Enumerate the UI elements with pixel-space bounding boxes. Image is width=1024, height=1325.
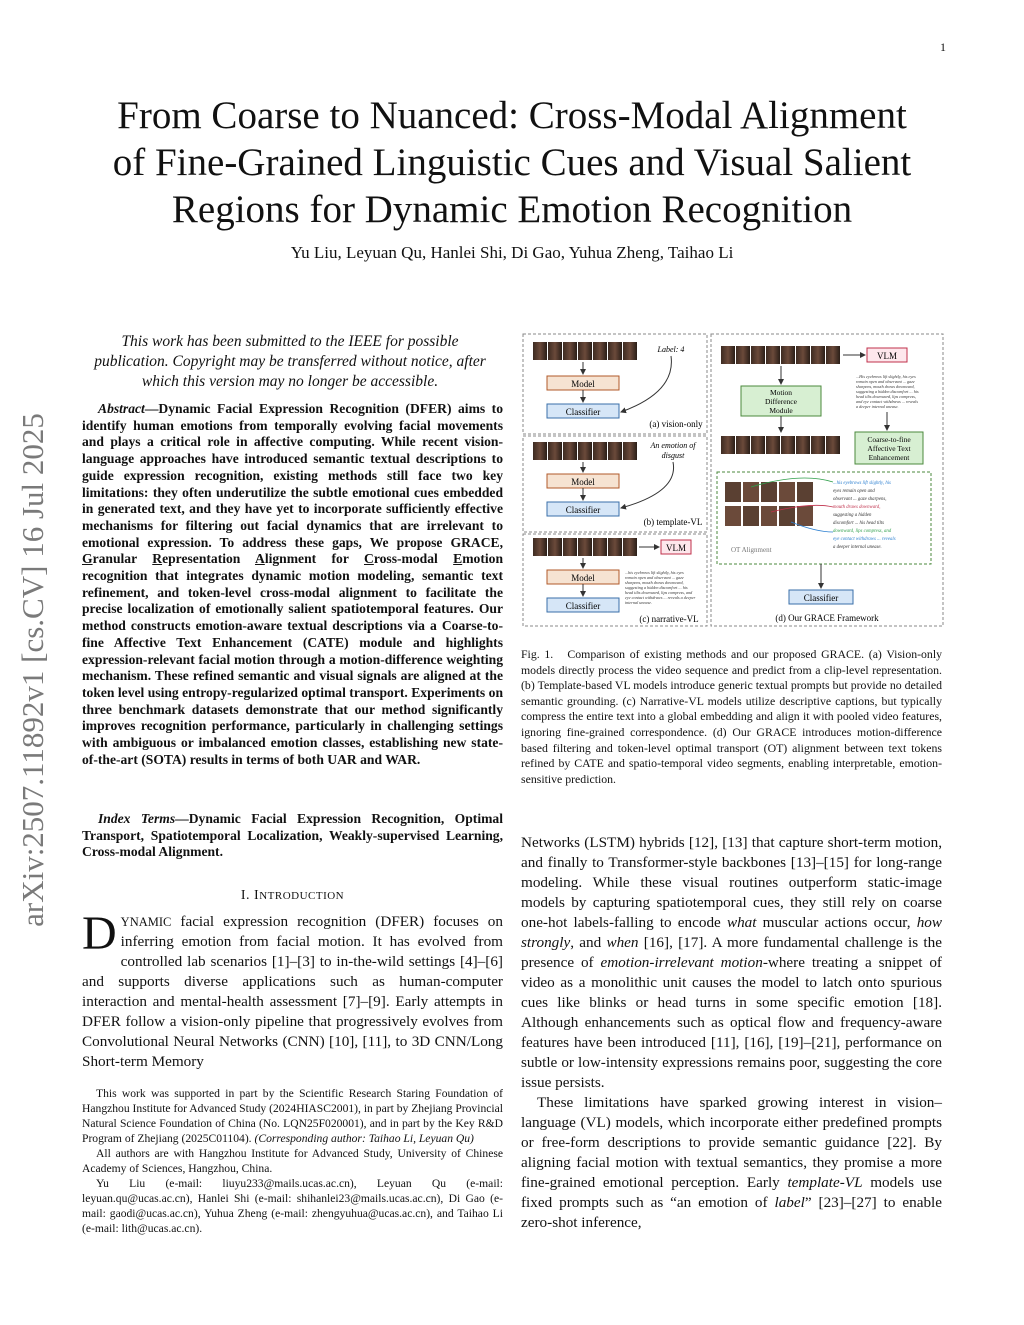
figure-1-diagram: [521, 332, 946, 628]
svg-text:sharpens, mouth draws downward: sharpens, mouth draws downward,: [625, 580, 684, 585]
enhanced-text-d: [833, 481, 896, 550]
model-label-a: Model: [571, 379, 595, 389]
video-frames-a: [533, 342, 637, 360]
vlm-label-c: VLM: [666, 543, 686, 553]
right-column-text: [521, 833, 942, 1233]
index-terms-label: Index Terms: [98, 811, 176, 826]
svg-text:...his eyebrows lift slightly,: ...his eyebrows lift slightly, his: [833, 481, 891, 486]
narrative-text-c: [625, 570, 696, 605]
abstract-label: Abstract: [98, 401, 145, 416]
disgust-text: disgust: [661, 451, 685, 460]
video-frames-d-top: [721, 346, 840, 364]
title-line-1: From Coarse to Nuanced: Cross-Modal Alignment: [117, 94, 907, 137]
title-line-3: Regions for Dynamic Emotion Recognition: [171, 188, 853, 231]
page-number: 1: [940, 40, 946, 54]
svg-text:suggesting a hidden: suggesting a hidden: [833, 513, 872, 518]
svg-text:...his eyebrows lift slightly,: ...his eyebrows lift slightly, his eyes: [625, 570, 684, 575]
svg-text:downward, lips compress, and: downward, lips compress, and: [833, 529, 892, 534]
footnote-affiliation: All authors are with Hangzhou Institute for Advanced Study, University of Chinese Academy of Sciences, Hangzhou, China.: [82, 1147, 503, 1175]
footnotes: [82, 1086, 503, 1236]
submission-note: This work has been submitted to the IEEE for possible publication. Copyright may be transferred without notice, after which this version may no longer be accessible.: [94, 333, 486, 390]
abstract: [82, 401, 503, 768]
footnote-emails: Yu Liu (e-mail: liuyu233@mails.ucas.ac.cn), Leyuan Qu (e-mail: leyuan.qu@ucas.ac.cn), Hanlei Shi (e-mail: shihanlei23@mails.ucas.ac.cn), Di Gao (e-mail: gaodi@ucas.ac.cn), Yuhua Zheng (e-mail: zhengyuhua@ucas.ac.cn), and Taihao Li (e-mail: lith@ucas.ac.cn).: [82, 1177, 503, 1235]
svg-text:observant ... gaze sharpens,: observant ... gaze sharpens,: [833, 497, 887, 502]
svg-text:and eye contact withdraws ...: and eye contact withdraws ... reveals: [856, 399, 918, 404]
svg-text:remain open and observant ...: remain open and observant ... gaze: [625, 575, 684, 580]
footnote-funding: This work was supported in part by the Scientific Research Staring Foundation of Hangzhou Institute for Advanced Study (2024HIASC2001), in part by Zhejiang Provincial Natural Science Foundation of China (No. LQN25F020001), and in part by the Key R&D Program of Zhejiang (2025C01104). (Corresponding author: Taihao Li, Leyuan Qu): [82, 1087, 503, 1145]
video-frames-c: [533, 538, 637, 556]
svg-text:suggesting a hidden discomfort: suggesting a hidden discomfort ... his: [856, 389, 919, 394]
index-terms-text: —Dynamic Facial Expression Recognition, Optimal Transport, Spatiotemporal Localization, Weakly-supervised Learning, Cross-modal Alignment.: [82, 811, 503, 860]
svg-text:discomfort ... his head tilts: discomfort ... his head tilts: [833, 521, 885, 526]
classifier-label-b: Classifier: [565, 505, 601, 515]
enhancement-label: Enhancement: [868, 453, 910, 462]
narrative-vl-caption: (c) narrative-VL: [639, 614, 699, 624]
svg-text:eye contact withdraws ... reve: eye contact withdraws ... reveals: [833, 537, 896, 542]
grace-framework-caption: (d) Our GRACE Framework: [775, 613, 879, 623]
vision-only-caption: (a) vision-only: [649, 419, 703, 429]
right-paragraph-2: These limitations have sparked growing interest in vision–language (VL) models, which incorporate either predefined prompts or free-form descriptions to provide semantic guidance [22]. By aligning facial motion with textual semantics, they promise a more fine-grained emotional perception. Early template-VL models use fixed prompts such as “an emotion of label” [23]–[27] to enable zero-shot inference,: [521, 1094, 943, 1231]
introduction-paragraph: DYNAMIC facial expression recognition (DFER) focuses on inferring emotion from facial motion. It has evolved from controlled lab scenarios [1]–[3] to in-the-wild settings [4]–[6] and supports diverse applications such as human-computer interaction and mental-health assessment [7]–[9]. Early attempts in DFER follow a vision-only pipeline that progressively evolves from Convolutional Neural Networks (CNN) [10], [11], to 3D CNN/Long Short-term Memory: [82, 907, 503, 1070]
author-list: Yu Liu, Leyuan Qu, Hanlei Shi, Di Gao, Yuhua Zheng, Taihao Li: [290, 243, 734, 262]
abstract-text-1: —Dynamic Facial Expression Recognition (DFER) aims to identify human emotions from temporally evolving facial movements and plays a critical role in affective computing. While recent vision-language approaches have introduced semantic textual descriptions to guide expression recognition, existing methods still face two key limitations: they often underutilize the subtle emotional cues embedded in generated text, and they have yet to incorporate sufficiently effective mechanisms for filtering out facial dynamics that are irrelevant to emotional expression. To address these gaps, We propose GRACE,: [82, 401, 503, 550]
coarse-to-fine-label: Coarse-to-fine: [867, 435, 911, 444]
classifier-label-a: Classifier: [565, 407, 601, 417]
emotion-of-text: An emotion of: [650, 441, 696, 450]
figure-1: [521, 332, 946, 628]
model-label-b: Model: [571, 477, 595, 487]
svg-text:head tilts downward, lips comp: head tilts downward, lips compress,: [856, 394, 916, 399]
arxiv-identifier: arXiv:2507.11892v1 [cs.CV] 16 Jul 2025: [15, 413, 51, 927]
ot-alignment-label: OT Alignment: [731, 546, 772, 554]
paper-title: [70, 92, 954, 233]
arxiv-sidebar: [8, 375, 58, 965]
abstract-text-2: that integrates dynamic motion modeling, semantic text refinement, and token-level cross-modal alignment to facilitate the precise localization of emotionally salient spatiotemporal features. Our method constructs emotion-aware textual descriptions via a Coarse-to-fine Affective Text Enhancement (CATE) module and highlights expression-relevant facial motion through a motion-difference weighting mechanism. These refined semantic and visual signals are aligned at the token level using entropy-regularized optimal transport. Experiments on three benchmark datasets demonstrate that our method significantly improves recognition performance, particularly in challenging settings with ambiguous or imbalanced emotion classes, establishing new state-of-the-art (SOTA) results in terms of both UAR and WAR.: [82, 568, 503, 767]
affective-text-label: Affective Text: [867, 444, 911, 453]
difference-label: Difference: [765, 397, 797, 406]
title-line-2: of Fine-Grained Linguistic Cues and Visual Salient: [112, 141, 912, 184]
classifier-label-d: Classifier: [803, 593, 839, 603]
svg-text:suggesting a hidden discomfort: suggesting a hidden discomfort ... his: [625, 585, 688, 590]
model-label-c: Model: [571, 573, 595, 583]
video-frames-b: [533, 442, 637, 460]
label4-text: Label: 4: [657, 345, 685, 354]
salient-regions: [725, 482, 813, 526]
svg-text:a deeper internal unease.: a deeper internal unease.: [833, 545, 882, 550]
module-label: Module: [769, 406, 793, 415]
svg-text:eye contact withdraws ... reve: eye contact withdraws ... reveals a deeper: [625, 595, 696, 600]
svg-text:remain open and observant ...: remain open and observant ... gaze: [856, 379, 915, 384]
drop-cap: D: [82, 907, 117, 960]
vlm-description-d: [856, 374, 919, 409]
svg-text:mouth draws downward,: mouth draws downward,: [833, 505, 881, 510]
motion-label: Motion: [769, 388, 793, 397]
classifier-label-c: Classifier: [565, 601, 601, 611]
template-vl-caption: (b) template-VL: [643, 517, 703, 527]
svg-text:sharpens, mouth draws downward: sharpens, mouth draws downward,: [856, 384, 915, 389]
vlm-label-d: VLM: [877, 351, 897, 361]
svg-text:internal unease.: internal unease.: [625, 600, 652, 605]
caption-label: Fig. 1.: [521, 647, 554, 661]
svg-text:...His eyebrows lift slightly,: ...His eyebrows lift slightly, his eyes: [856, 374, 916, 379]
figure-1-caption: [521, 647, 942, 787]
svg-text:a deeper internal unease.: a deeper internal unease.: [856, 404, 899, 409]
video-frames-d-mid: [721, 436, 840, 454]
caption-text: Comparison of existing methods and our proposed GRACE. (a) Vision-only models directly process the video sequence and predict from a clip-level representation. (b) Template-based VL models introduce generic textual prompts but provide no detailed semantic grounding. (c) Narrative-VL models utilize descriptive captions, but typically compress the entire text into a global embedding and align it with pooled video features, ignoring fine-grained correspondence. (d) Our GRACE introduces motion-difference based filtering and token-level optimal transport (OT) alignment between text tokens refined by CATE and spatio-temporal video segments, enabling interpretable, emotion-sensitive prediction.: [521, 647, 943, 786]
index-terms: [82, 811, 503, 861]
right-paragraph-1: Networks (LSTM) hybrids [12], [13] that capture short-term motion, and finally to Transformer-style backbones [13]–[15] for long-range modeling. While these visual routines outperform static-image models by capturing spatiotemporal cues, they still rely on coarse one-hot labels-falling to encode what muscular actions occur, how strongly, and when [16], [17]. A more fundamental challenge is the presence of emotion-irrelevant motion-where treating a snippet of video as a monolithic unit causes the model to latch onto spurious cues like blinks or head turns in some specific emotion [18]. Although enhancements such as optical flow and frequency-aware features have been introduced [11], [16], [19]–[21], performance on subtle or low-intensity expressions remains poor, suggesting the core issue persists.: [521, 834, 943, 1091]
grace-acronym: Granular Representation Alignment for Cross-modal Emotion recognition: [82, 551, 503, 584]
svg-text:eyes remain open and: eyes remain open and: [833, 489, 875, 494]
svg-text:head tilts downward, lips comp: head tilts downward, lips compress, and: [625, 590, 693, 595]
section-heading-introduction: I. INTRODUCTION: [240, 888, 345, 903]
